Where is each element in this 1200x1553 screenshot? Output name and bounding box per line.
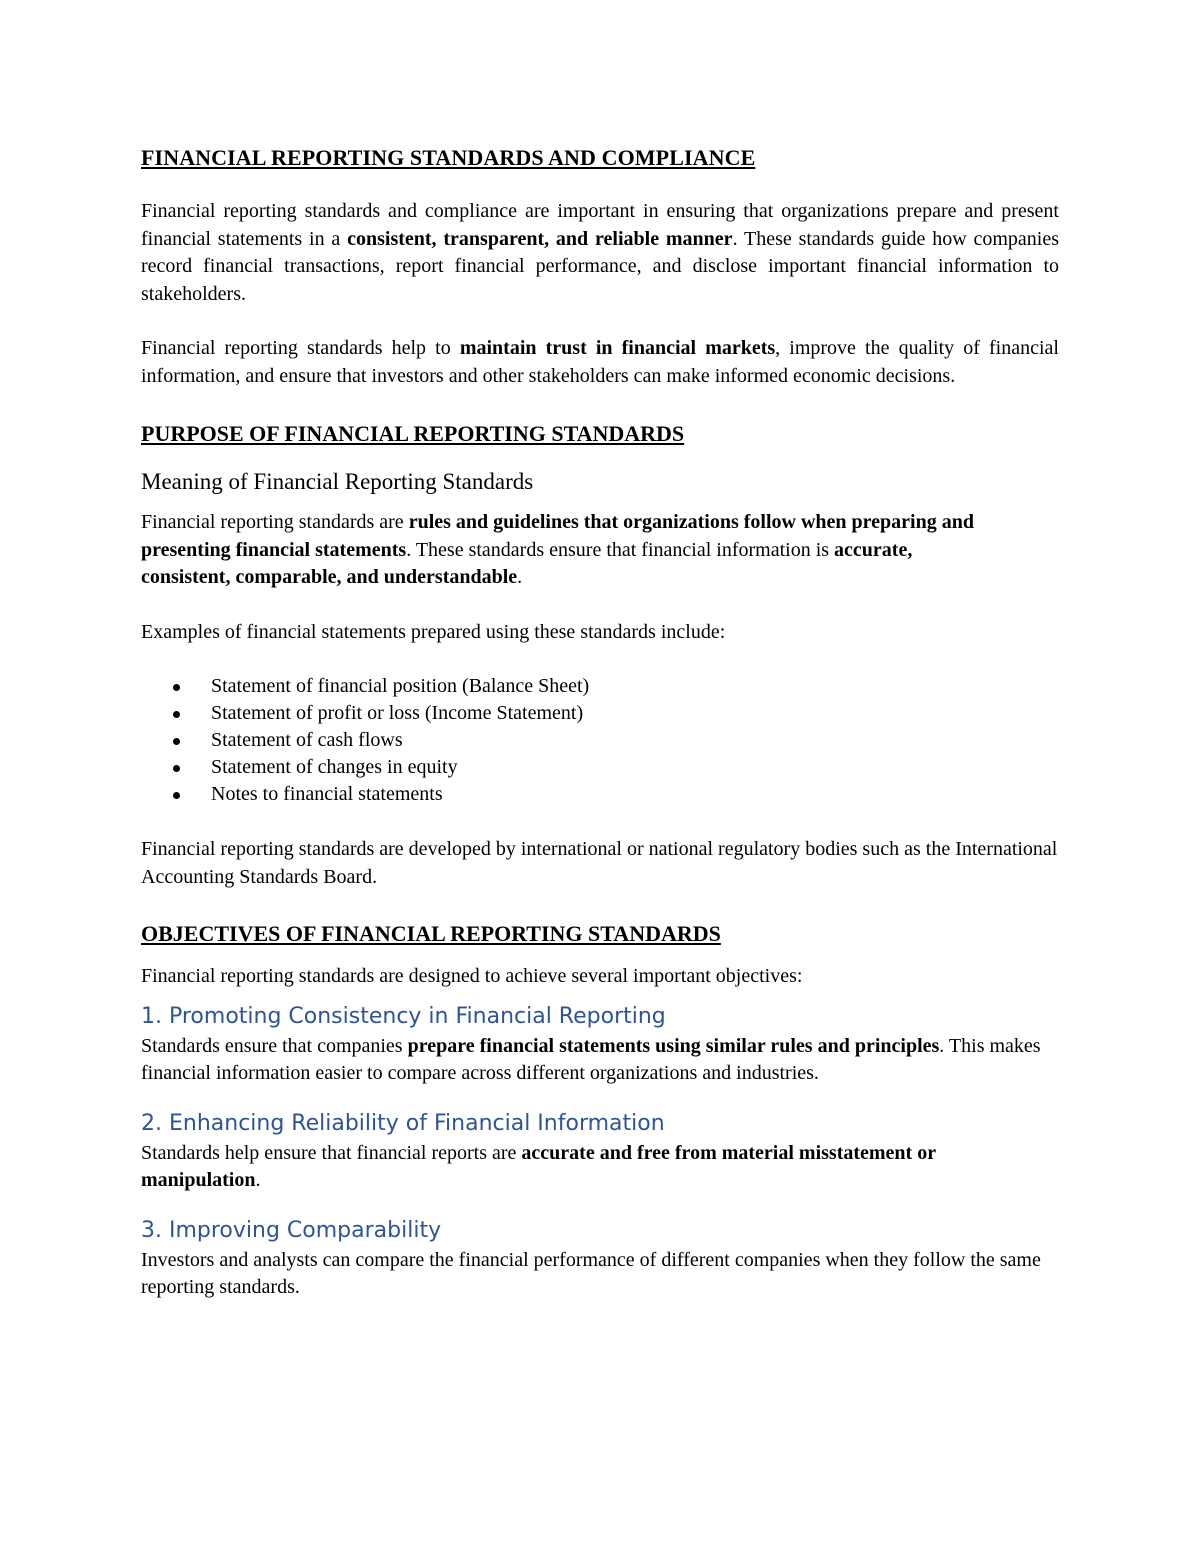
- objective-3-paragraph: Investors and analysts can compare the financial performance of different companies when they follow the same reporting standards.: [141, 1248, 1041, 1298]
- list-item-text: Statement of profit or loss (Income Statement): [211, 702, 584, 724]
- list-item: [141, 727, 1059, 754]
- meaning-paragraph: [141, 509, 981, 592]
- bullet-icon: [173, 684, 180, 691]
- objective-3-title: 3. Improving Comparability: [141, 1217, 442, 1243]
- objective-1-title: 1. Promoting Consistency in Financial Reporting: [141, 1003, 666, 1029]
- examples-list: [141, 673, 1059, 808]
- list-item: [141, 673, 1059, 700]
- objective-2-text-a: Standards help ensure that financial reports are: [141, 1141, 522, 1164]
- meaning-text-e: .: [517, 566, 523, 588]
- meaning-text-c: . These standards ensure that financial information is: [406, 538, 835, 561]
- objective-2-text-c: .: [255, 1169, 261, 1191]
- document-body: [141, 140, 1059, 1302]
- objective-2-bold: accurate and free from material misstatement or manipulation: [141, 1141, 936, 1191]
- intro1-bold: consistent, transparent, and reliable manner: [347, 227, 733, 250]
- objectives-intro: Financial reporting standards are designed to achieve several important objectives:: [141, 965, 803, 987]
- document-title: FINANCIAL REPORTING STANDARDS AND COMPLIANCE: [141, 145, 756, 170]
- bullet-icon: [173, 792, 180, 799]
- bullet-icon: [173, 765, 180, 772]
- regulatory-paragraph: Financial reporting standards are developed by international or national regulatory bodies such as the International Accounting Standards Board.: [141, 838, 1058, 888]
- objective-1-text-a: Standards ensure that companies: [141, 1034, 408, 1057]
- intro1-text-c: . These standards guide how companies record financial transactions, report financial performance, and disclose important financial information to stakeholders.: [141, 227, 1060, 305]
- list-item-text: Statement of financial position (Balance Sheet): [211, 675, 590, 697]
- list-item-text: Notes to financial statements: [211, 783, 443, 805]
- intro-paragraph-2: [141, 335, 1059, 390]
- intro2-text-a: Financial reporting standards help to: [141, 337, 460, 359]
- intro-paragraph-1: [141, 198, 1059, 308]
- list-item: [141, 700, 1059, 727]
- bullet-icon: [173, 738, 180, 745]
- objective-1-bold: prepare financial statements using similar rules and principles: [407, 1034, 940, 1057]
- objective-2-paragraph: [141, 1140, 1059, 1195]
- list-item-text: Statement of changes in equity: [211, 756, 458, 778]
- intro2-bold: maintain trust in financial markets: [459, 337, 776, 359]
- purpose-heading: PURPOSE OF FINANCIAL REPORTING STANDARDS: [141, 421, 685, 446]
- intro1-text-a: Financial reporting standards and compliance are important in ensuring that organizations prepare and present financial statements in a: [141, 200, 1059, 250]
- list-item: [141, 781, 1059, 808]
- meaning-bold-2: accurate, consistent, comparable, and understandable: [141, 538, 913, 588]
- list-item-text: Statement of cash flows: [211, 729, 403, 751]
- meaning-text-a: Financial reporting standards are: [141, 511, 409, 533]
- objectives-heading: OBJECTIVES OF FINANCIAL REPORTING STANDARDS: [141, 921, 721, 946]
- meaning-bold-1: rules and guidelines that organizations follow when preparing and presenting financial statements: [141, 511, 974, 561]
- bullet-icon: [173, 711, 180, 718]
- intro2-text-c: , improve the quality of financial information, and ensure that investors and other stakeholders can make informed economic decisions.: [141, 337, 1059, 387]
- meaning-subheading: Meaning of Financial Reporting Standards: [141, 469, 534, 494]
- examples-intro: Examples of financial statements prepared using these standards include:: [141, 620, 726, 643]
- objective-2-title: 2. Enhancing Reliability of Financial Information: [141, 1110, 665, 1136]
- objective-1-paragraph: [141, 1033, 1041, 1088]
- list-item: [141, 754, 1059, 781]
- objective-1-text-c: . This makes financial information easier to compare across different organizations and industries.: [141, 1034, 1041, 1084]
